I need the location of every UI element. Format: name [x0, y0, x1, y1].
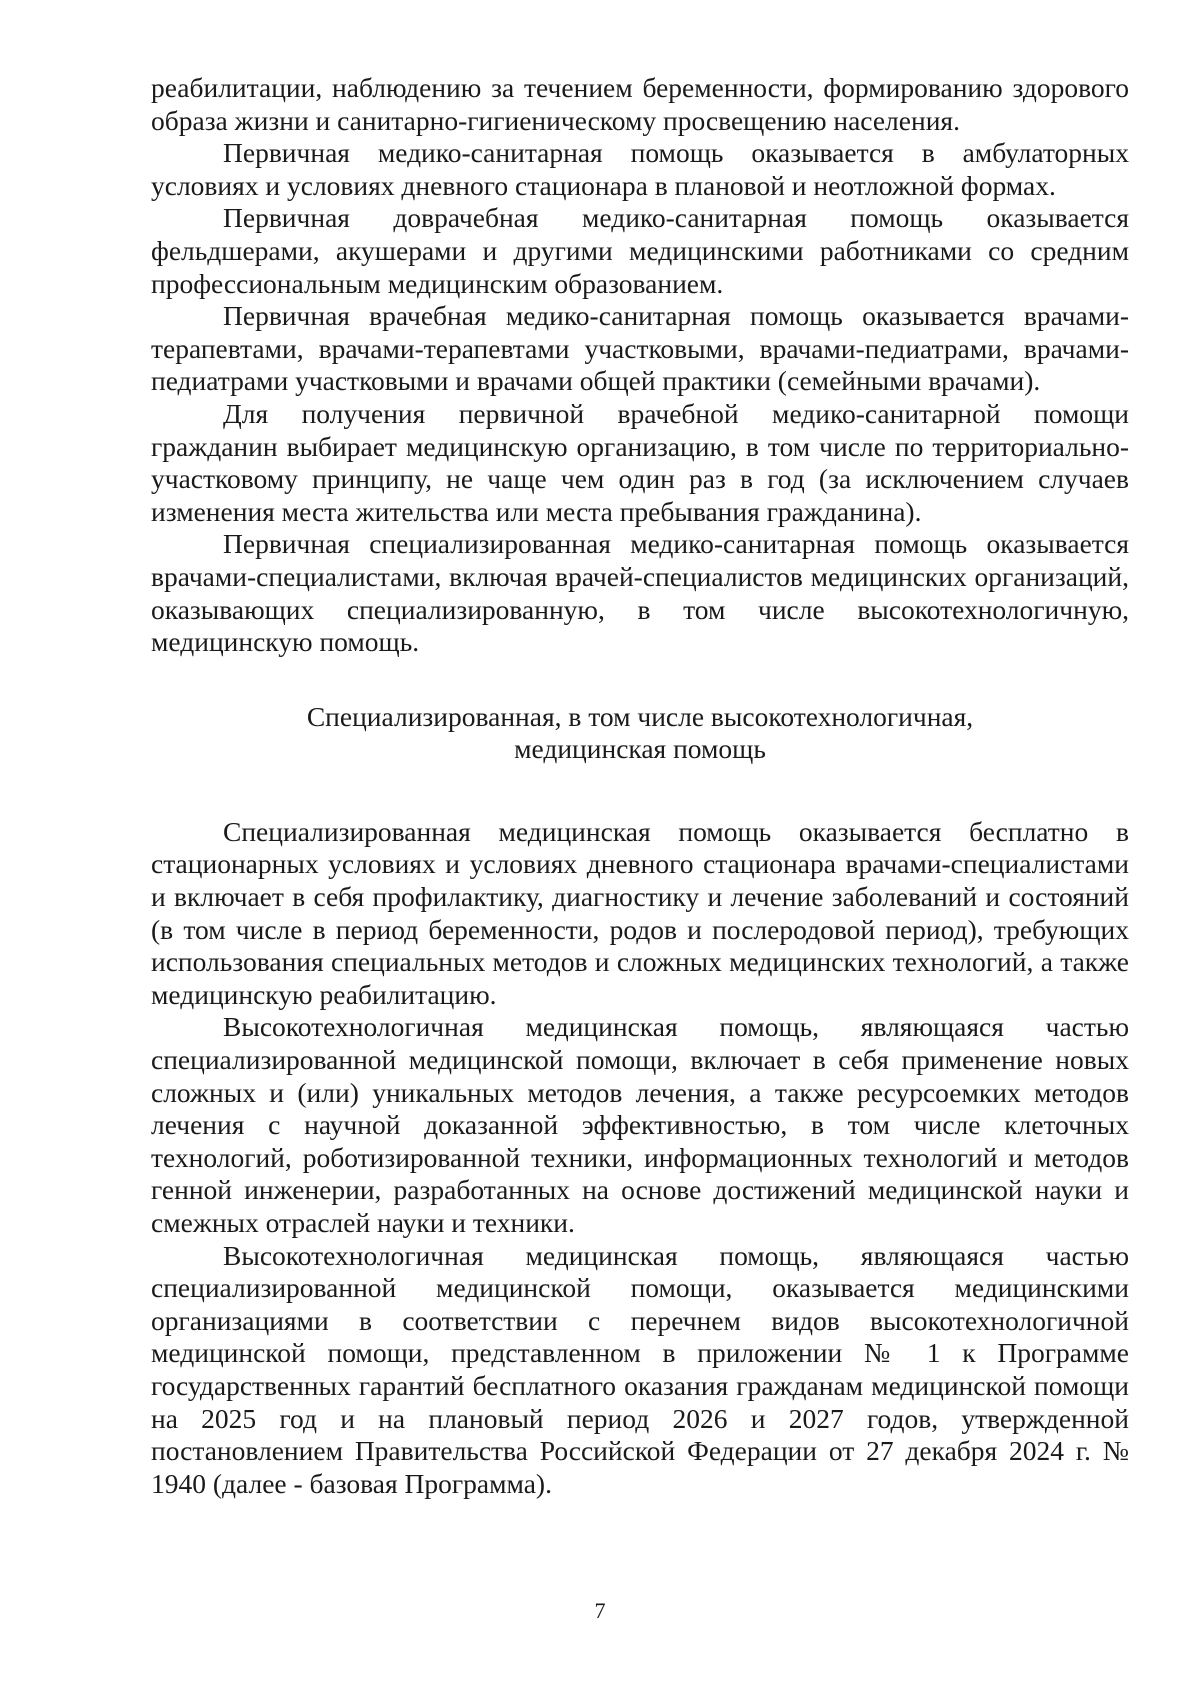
- section-heading-line-1: Специализированная, в том числе высокотехнологичная,: [306, 700, 974, 732]
- paragraph-rehabilitation-continuation: реабилитации, наблюдению за течением беременности, формированию здорового образа жизни и санитарно-гигиеническому просвещению населения.: [151, 72, 1129, 136]
- paragraph-primary-specialized-care: Первичная специализированная медико-санитарная помощь оказывается врачами-специалистами, включая врачей-специалистов медицинских организаций, оказывающих специализированную, в том числе высокотехнологичную, медицинскую помощь.: [151, 528, 1129, 658]
- paragraph-primary-physician-care: Первичная врачебная медико-санитарная помощь оказывается врачами-терапевтами, врачами-терапевтами участковыми, врачами-педиатрами, врачами-педиатрами участковыми и врачами общей практики (семейными врачами).: [151, 300, 1129, 397]
- section-heading-line-2: медицинская помощь: [514, 733, 766, 765]
- paragraph-choice-of-organization: Для получения первичной врачебной медико-санитарной помощи гражданин выбирает медицинскую организацию, в том числе по территориально-участковому принципу, не чаще чем один раз в год (за исключением случаев изменения места жительства или места пребывания гражданина).: [151, 397, 1129, 527]
- paragraph-specialized-care: Специализированная медицинская помощь оказывается бесплатно в стационарных условиях и условиях дневного стационара врачами-специалистами и включает в себя профилактику, диагностику и лечение заболеваний и состояний (в том числе в период беременности, родов и послеродовой период), требующих использования специальных методов и сложных медицинских технологий, а также медицинскую реабилитацию.: [151, 815, 1129, 1010]
- page-number: 7: [594, 1598, 606, 1623]
- paragraph-high-tech-care-provision: Высокотехнологичная медицинская помощь, являющаяся частью специализированной медицинской помощи, оказывается медицинскими организациями в соответствии с перечнем видов высокотехнологичной медицинской помощи, представленном в приложении № 1 к Программе государственных гарантий бесплатного оказания гражданам медицинской помощи на 2025 год и на плановый период 2026 и 2027 годов, утвержденной постановлением Правительства Российской Федерации от 27 декабря 2024 г. № 1940 (далее - базовая Программа).: [151, 1239, 1129, 1499]
- paragraph-primary-care-conditions: Первичная медико-санитарная помощь оказывается в амбулаторных условиях и условиях дневного стационара в плановой и неотложной формах.: [151, 137, 1129, 201]
- document-page: [151, 72, 1129, 1500]
- section-heading: [151, 701, 1129, 766]
- paragraph-high-tech-care-definition: Высокотехнологичная медицинская помощь, являющаяся частью специализированной медицинской помощи, включает в себя применение новых сложных и (или) уникальных методов лечения, а также ресурсоемких методов лечения с научной доказанной эффективностью, в том числе клеточных технологий, роботизированной техники, информационных технологий и методов генной инженерии, разработанных на основе достижений медицинской науки и смежных отраслей науки и техники.: [151, 1011, 1129, 1238]
- paragraph-primary-prephysician-care: Первичная доврачебная медико-санитарная помощь оказывается фельдшерами, акушерами и другими медицинскими работниками со средним профессиональным медицинским образованием.: [151, 202, 1129, 299]
